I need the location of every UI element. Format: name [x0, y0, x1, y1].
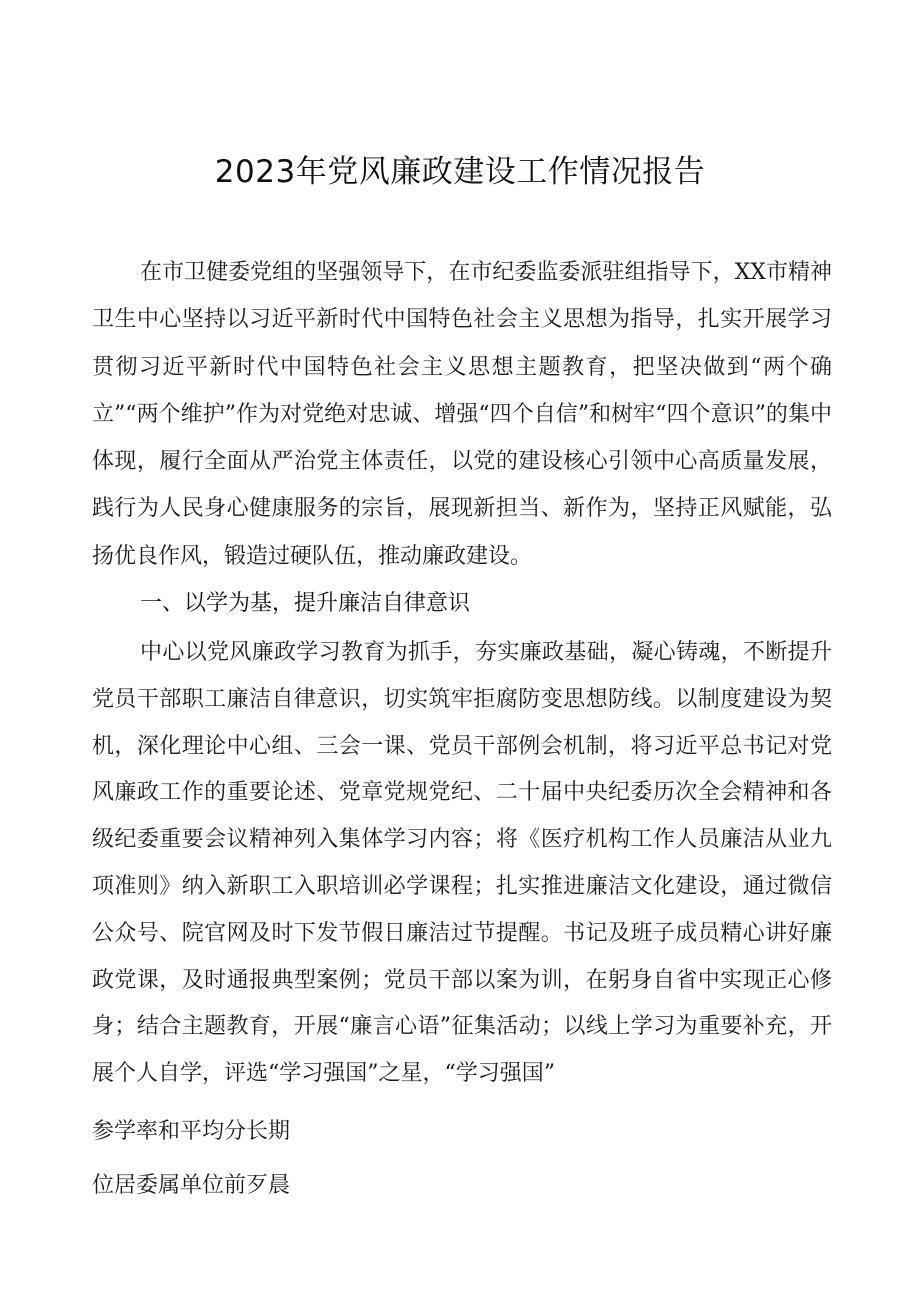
section-heading: 一、以学为基，提升廉洁自律意识 — [140, 591, 471, 616]
paragraph-fragment: 位居委属单位前歹晨 — [92, 1173, 291, 1198]
section-paragraph: 中心以党风廉政学习教育为抓手，夯实廉政基础，凝心铸魂，不断提升党员干部职工廉洁自律意识，切实筑牢拒腐防变思想防线。以制度建设为契机，深化理论中心组、三会一课、党员干部例会机制，将习近平总书记对党风廉政工作的重要论述、党章党规党纪、二十届中央纪委历次全会精神和各级纪委重要会议精神列入集体学习内容；将《医疗机构工作人员廉洁从业九项准则》纳入新职工入职培训必学课程；扎实推进廉洁文化建设，通过微信公众号、院官网及时下发节假日廉洁过节提醒。书记及班子成员精心讲好廉政党课，及时通报典型案例；党员干部以案为训，在躬身自省中实现正心修身；结合主题教育，开展“廉言心语”征集活动；以线上学习为重要补充，开展个人自学，评选“学习强国”之星，“学习强国” — [92, 640, 832, 1087]
paragraph-fragment: 参学率和平均分长期 — [92, 1119, 291, 1144]
document-title: 2023年党风廉政建设工作情况报告 — [214, 154, 706, 190]
intro-paragraph: 在市卫健委党组的坚强领导下，在市纪委监委派驻组指导下，XX市精神卫生中心坚持以习近平新时代中国特色社会主义思想为指导，扎实开展学习贯彻习近平新时代中国特色社会主义思想主题教育，把坚决做到“两个确立”“两个维护”作为对党绝对忠诚、增强“四个自信”和树牢“四个意识”的集中体现，履行全面从严治党主体责任，以党的建设核心引领中心高质量发展，践行为人民身心健康服务的宗旨，展现新担当、新作为，坚持正风赋能，弘扬优良作风，锻造过硬队伍，推动廉政建设。 — [92, 260, 832, 569]
